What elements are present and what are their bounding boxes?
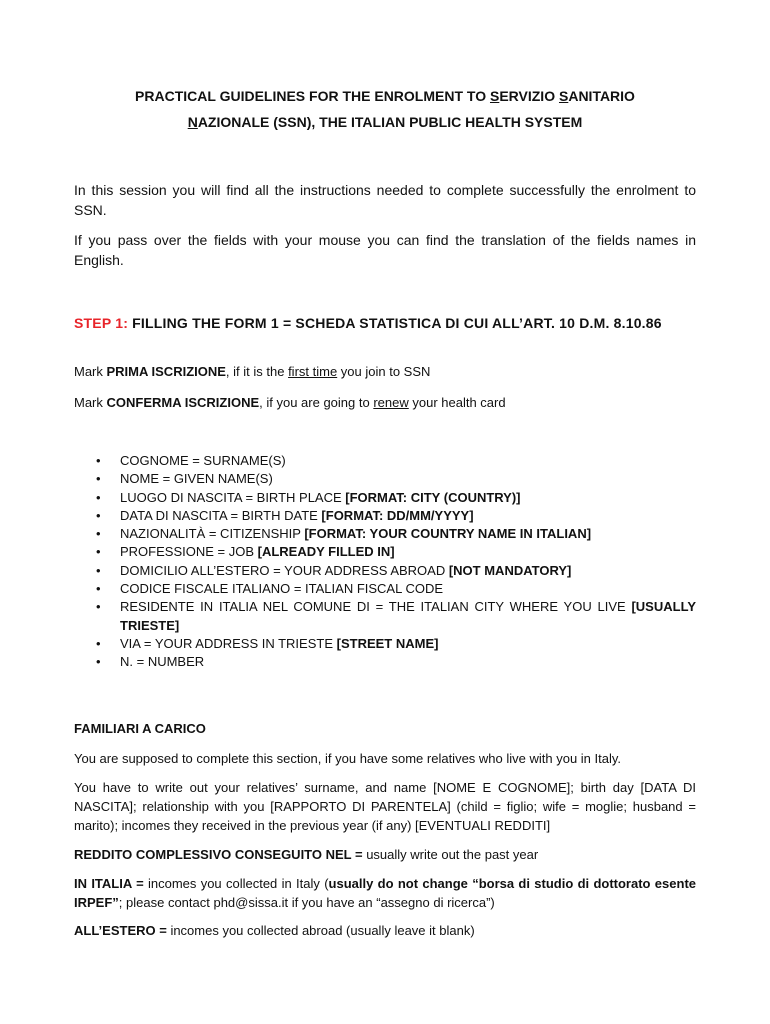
familiari-heading: FAMILIARI A CARICO <box>74 721 206 736</box>
intro-paragraph-1: In this session you will find all the instructions needed to complete successfully the enrolment to SSN. <box>74 182 696 218</box>
all-estero-line: ALL’ESTERO = incomes you collected abroad (usually leave it blank) <box>74 923 475 938</box>
familiari-paragraph-1: You are supposed to complete this section, if you have some relatives who live with you in Italy. <box>74 751 622 766</box>
mark-conferma-iscrizione: Mark CONFERMA ISCRIZIONE, if you are going to renew your health card <box>74 395 506 410</box>
form-fields-list <box>74 452 696 672</box>
step-1-heading: STEP 1: FILLING THE FORM 1 = SCHEDA STATISTICA DI CUI ALL’ART. 10 D.M. 8.10.86 <box>74 315 662 331</box>
list-item: • DATA DI NASCITA = BIRTH DATE [FORMAT: DD/MM/YYYY] <box>96 507 474 523</box>
step-1-label: STEP 1: <box>74 315 129 331</box>
mark-prima-iscrizione: Mark PRIMA ISCRIZIONE, if it is the first time you join to SSN <box>74 364 431 379</box>
familiari-paragraph-2: You have to write out your relatives’ surname, and name [NOME E COGNOME]; birth day [DATA DI NASCITA]; relationship with you [RAPPORTO DI PARENTELA] (child = figlio; wife = moglie; husband = marito); incomes they received in the previous year (if any) [EVENTUALI REDDITI] <box>74 780 696 833</box>
list-item: • RESIDENTE IN ITALIA NEL COMUNE DI = THE ITALIAN CITY WHERE YOU LIVE [USUALLY TRIESTE] <box>96 599 696 633</box>
list-item: • CODICE FISCALE ITALIANO = ITALIAN FISCAL CODE <box>96 581 444 597</box>
list-item: • NOME = GIVEN NAME(S) <box>96 471 273 487</box>
list-item: • DOMICILIO ALL’ESTERO = YOUR ADDRESS ABROAD [NOT MANDATORY] <box>96 562 572 578</box>
reddito-line: REDDITO COMPLESSIVO CONSEGUITO NEL = usually write out the past year <box>74 847 539 862</box>
list-item: • NAZIONALITÀ = CITIZENSHIP [FORMAT: YOUR COUNTRY NAME IN ITALIAN] <box>96 526 592 542</box>
list-item: • VIA = YOUR ADDRESS IN TRIESTE [STREET NAME] <box>96 635 439 651</box>
document-title-line1: PRACTICAL GUIDELINES FOR THE ENROLMENT TO SERVIZIO SANITARIO <box>135 88 635 104</box>
list-item: • PROFESSIONE = JOB [ALREADY FILLED IN] <box>96 544 395 560</box>
list-item: • N. = NUMBER <box>96 654 205 670</box>
in-italia-line: IN ITALIA = incomes you collected in Italy (usually do not change “borsa di studio di dottorato esente IRPEF”; please contact phd@sissa.it if you have an “assegno di ricerca”) <box>74 876 696 910</box>
list-item: • COGNOME = SURNAME(S) <box>96 453 286 468</box>
list-item: • LUOGO DI NASCITA = BIRTH PLACE [FORMAT: CITY (COUNTRY)] <box>96 489 521 505</box>
document-title-line2: NAZIONALE (SSN), THE ITALIAN PUBLIC HEALTH SYSTEM <box>187 114 583 130</box>
intro-paragraph-2: If you pass over the fields with your mouse you can find the translation of the fields names in English. <box>74 232 696 268</box>
